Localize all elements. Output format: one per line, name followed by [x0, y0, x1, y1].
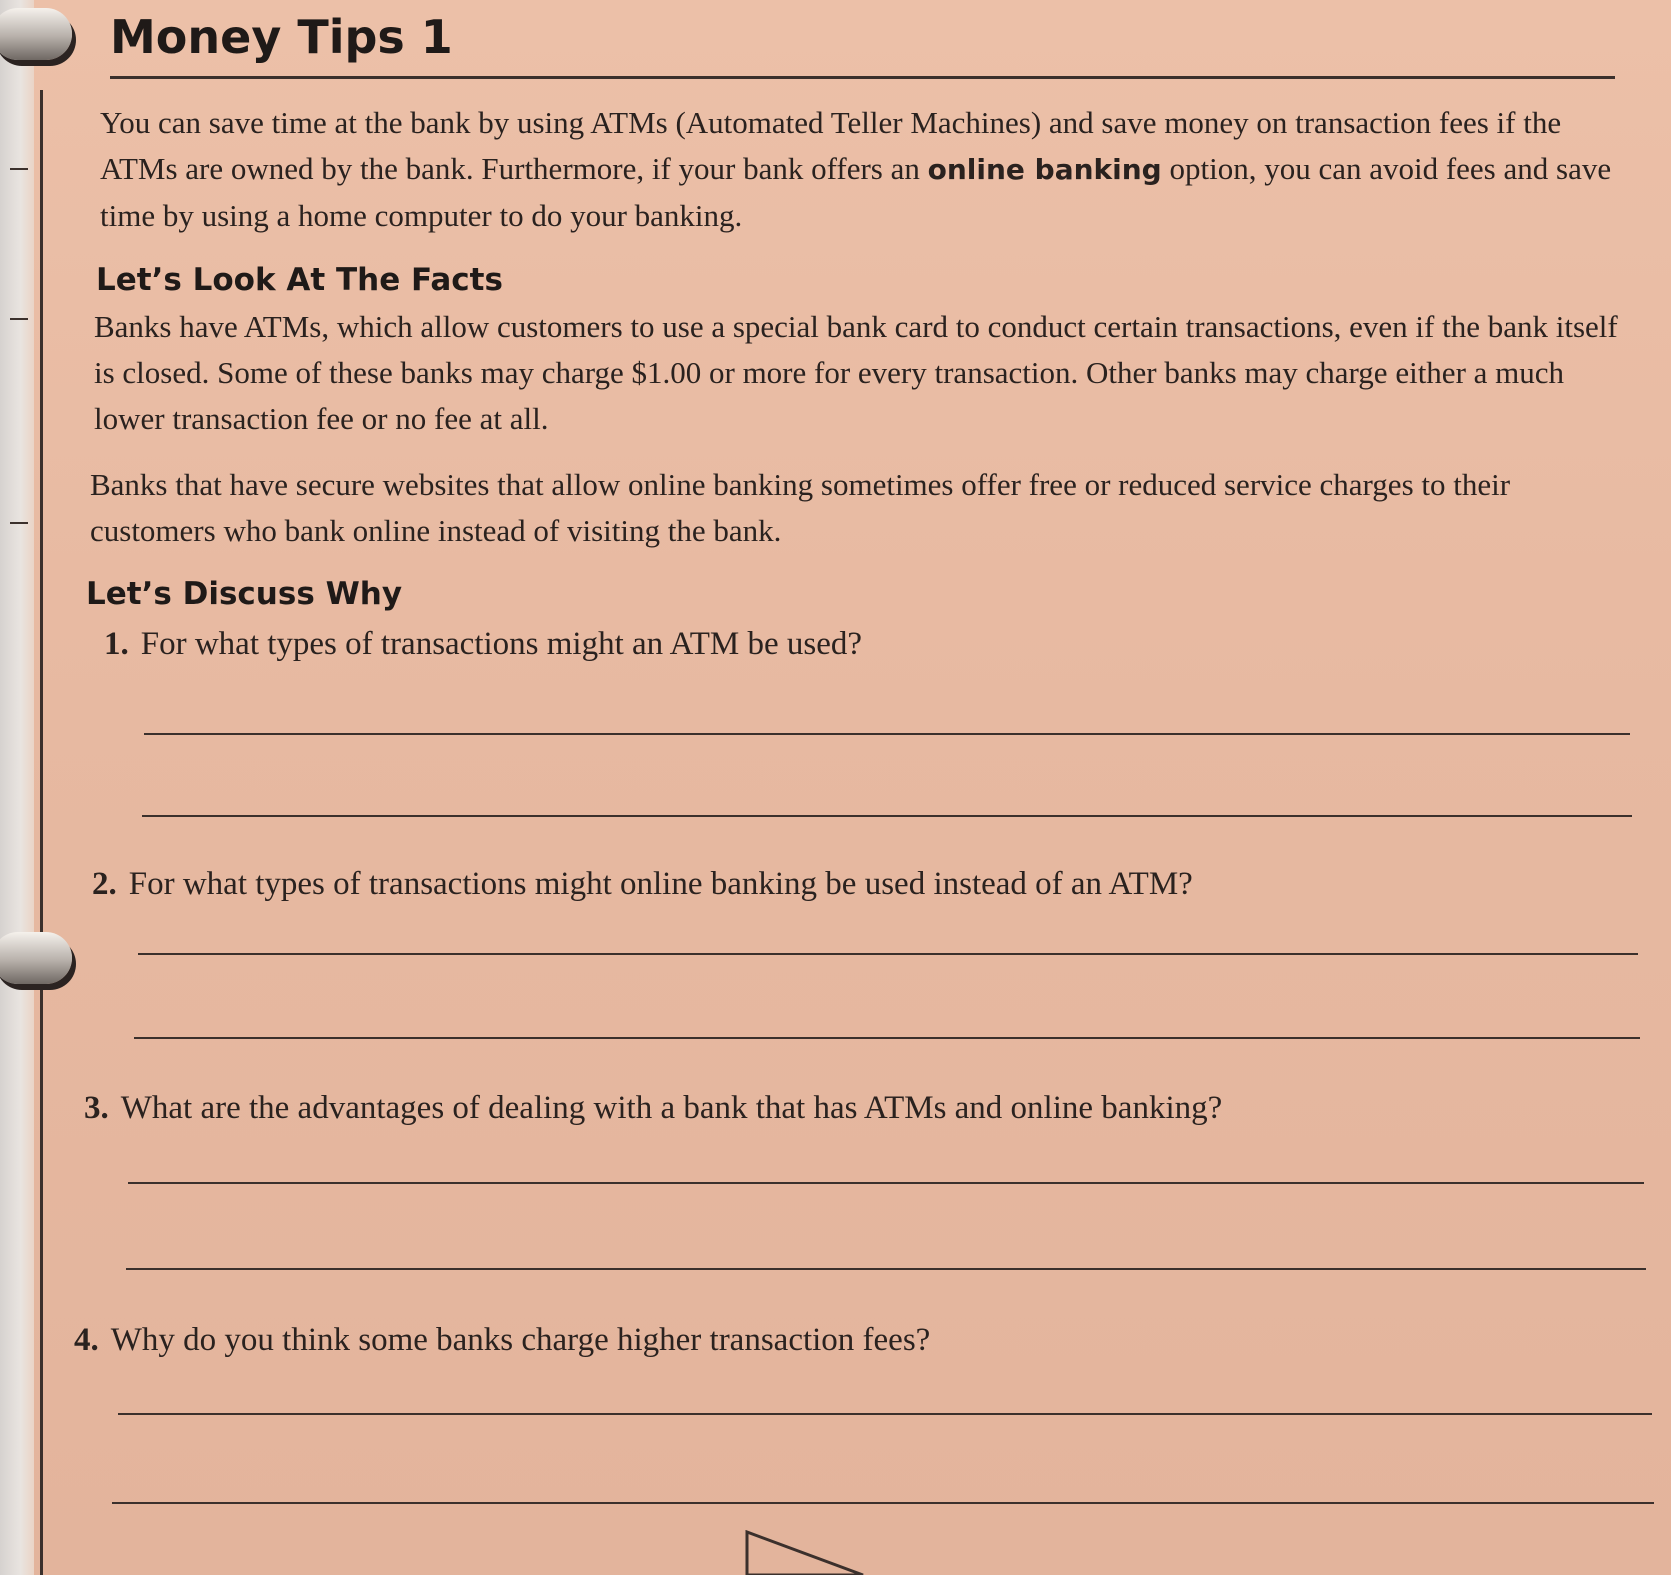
answer-line-3b[interactable]: [126, 1268, 1646, 1270]
intro-text-after: option, you can avoid fees and save time by using a home computer to do your banking.: [100, 151, 1612, 233]
question-4: [74, 1322, 930, 1359]
question-number: 4.: [74, 1322, 99, 1358]
question-number: 2.: [92, 866, 117, 902]
question-2: [92, 866, 1193, 903]
intro-bold-term: online banking: [927, 153, 1162, 186]
question-3: [84, 1090, 1222, 1127]
binder-ring-top: [0, 8, 72, 60]
binder-rule: [40, 90, 43, 1575]
answer-line-2b[interactable]: [134, 1037, 1640, 1039]
margin-tick: [10, 168, 28, 170]
page-title: Money Tips 1: [110, 10, 453, 64]
answer-line-1b[interactable]: [142, 815, 1632, 817]
binder-margin: [0, 0, 34, 1575]
binder-ring-middle: [0, 932, 72, 984]
answer-line-4b[interactable]: [112, 1502, 1654, 1504]
question-text: For what types of transactions might online banking be used instead of an ATM?: [128, 866, 1193, 902]
facts-heading: Let’s Look At The Facts: [96, 262, 503, 298]
question-text: What are the advantages of dealing with a bank that has ATMs and online banking?: [120, 1090, 1223, 1126]
triangle-mark-icon: [745, 1530, 865, 1575]
question-number: 3.: [84, 1090, 109, 1126]
question-1: [104, 626, 862, 663]
margin-tick: [10, 318, 28, 320]
question-text: For what types of transactions might an ATM be used?: [140, 626, 863, 662]
intro-text-before: You can save time at the bank by using ATMs (Automated Teller Machines) and save money on transaction fees if the ATMs are owned by the bank. Furthermore, if your bank offers an: [100, 105, 1562, 186]
discuss-heading: Let’s Discuss Why: [86, 576, 403, 612]
question-number: 1.: [104, 626, 129, 662]
answer-line-4a[interactable]: [118, 1413, 1652, 1415]
facts-paragraph-1: Banks have ATMs, which allow customers to use a special bank card to conduct certain transactions, even if the bank itself is closed. Some of these banks may charge $1.00 or more for every transaction. Other banks may charge either a much lower transaction fee or no fee at all.: [94, 309, 1618, 436]
answer-line-3a[interactable]: [128, 1182, 1644, 1184]
answer-line-2a[interactable]: [138, 953, 1638, 955]
margin-tick: [10, 522, 28, 524]
intro-paragraph: [100, 100, 1620, 239]
answer-line-1a[interactable]: [144, 733, 1630, 735]
facts-paragraph-2: Banks that have secure websites that allow online banking sometimes offer free or reduced service charges to their customers who bank online instead of visiting the bank.: [90, 467, 1511, 548]
question-text: Why do you think some banks charge higher transaction fees?: [110, 1322, 931, 1358]
title-underline: [110, 76, 1615, 79]
